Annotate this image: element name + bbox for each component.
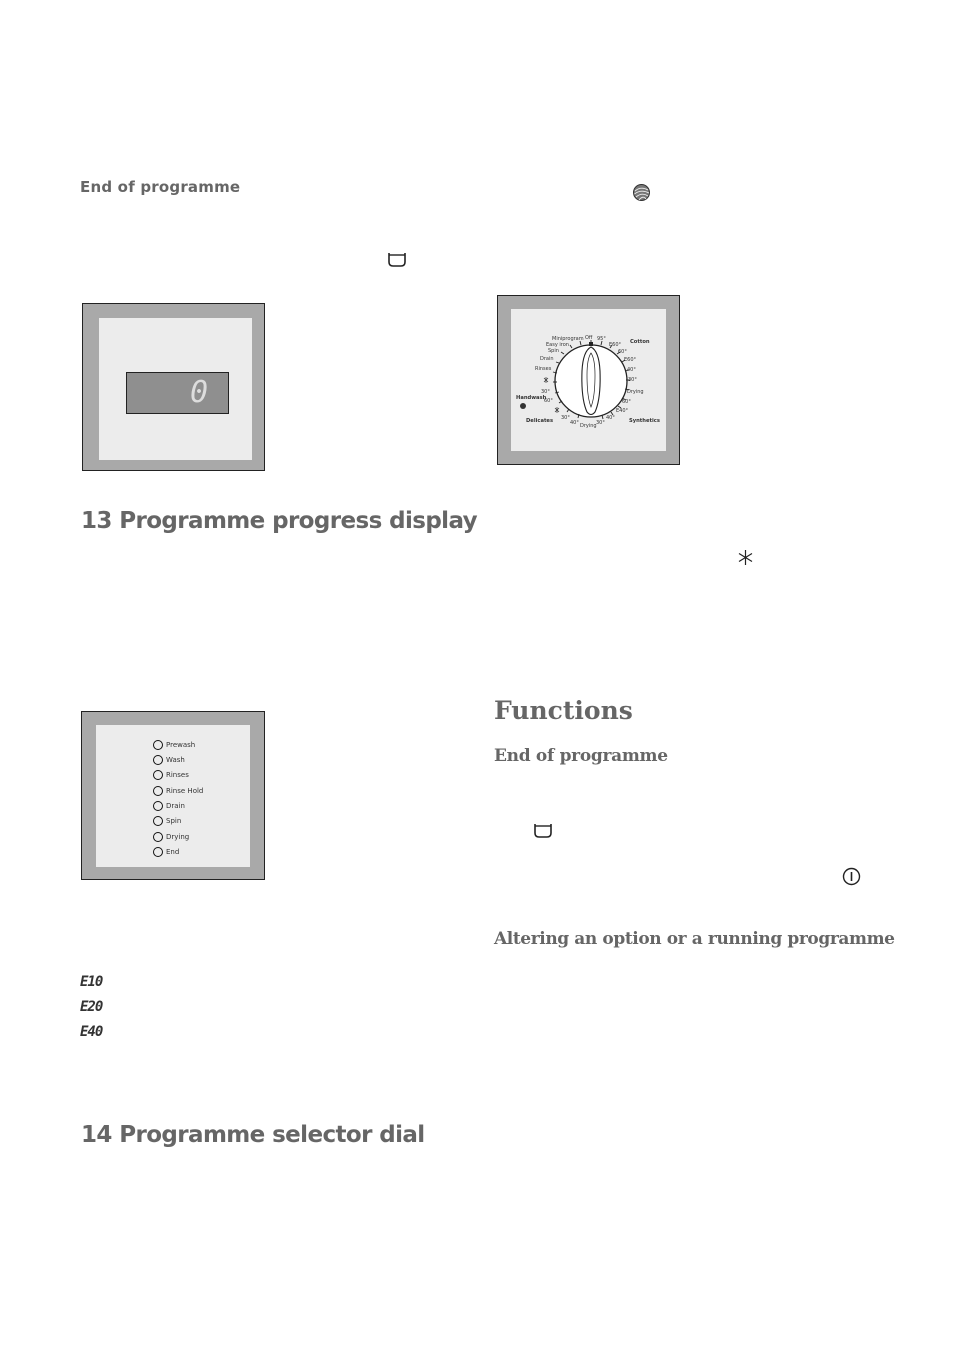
led-row-wash [153,754,185,766]
error-code-e40: E40 [80,1024,103,1040]
power-icon [842,867,861,886]
dial-label: E60° [624,357,637,363]
dial-label: Rinses [535,366,552,372]
dial-label: Spin [548,348,559,354]
led-indicator [153,755,163,765]
led-indicator [153,832,163,842]
dial-label: Easy iron [546,342,569,348]
led-label: Spin [166,817,182,825]
dial-label: 40° [627,367,636,373]
dial-label: 60° [544,398,553,404]
dial-label-off: Off [585,335,593,341]
programme-selector-dial [511,309,666,451]
led-label: Wash [166,756,185,764]
dial-group-delicates: Delicates [526,418,554,424]
dial-label: 30° [561,415,570,421]
led-label: Rinses [166,771,189,779]
cold-asterisk-icon [737,549,754,566]
led-indicator [153,816,163,826]
error-code-e10: E10 [80,974,103,990]
wool-ball-icon [632,183,651,202]
dial-label: 60° [618,349,627,355]
dial-label: E40° [616,408,629,414]
led-row-spin [153,815,181,827]
altering-option-heading: Altering an option or a running programme [494,929,895,949]
led-row-rinses [153,769,189,781]
end-of-programme-heading-right: End of programme [494,746,668,766]
led-label: Drying [166,833,190,841]
led-label: End [166,848,180,856]
led-indicator [153,801,163,811]
led-row-drying [153,831,189,843]
dial-label: 30° [628,377,637,383]
dial-group-synthetics: Synthetics [629,418,660,424]
dial-label: Miniprogram [552,336,584,342]
dial-label: 40° [606,415,615,421]
led-label: Drain [166,802,185,810]
section-13-title: 13 Programme progress display [81,508,478,534]
led-indicator [153,786,163,796]
lcd-display [126,372,229,414]
led-indicator [153,740,163,750]
led-row-rinse-hold [153,785,203,797]
section-14-title: 14 Programme selector dial [81,1122,425,1148]
led-row-drain [153,800,185,812]
dial-label: 40° [570,420,579,426]
led-indicator [153,847,163,857]
led-indicator [153,770,163,780]
cold-asterisk-icon [555,407,559,413]
led-label: Rinse Hold [166,787,204,795]
dial-label: Drain [540,356,554,362]
led-label: Prewash [166,741,196,749]
dial-label: 95° [597,336,606,342]
led-row-prewash [153,739,195,751]
dial-group-handwash: Handwash [516,395,547,401]
dial-off-marker [589,342,593,346]
tub-icon [533,822,553,838]
dial-label: 60° [622,399,631,405]
functions-title: Functions [494,696,633,725]
error-code-e20: E20 [80,999,103,1015]
tub-icon [387,251,407,267]
dial-label: 30° [596,420,605,426]
end-of-programme-heading: End of programme [80,178,241,196]
led-row-end [153,846,179,858]
lcd-digit: 0 [189,375,208,410]
dial-group-cotton: Cotton [630,339,650,345]
cold-asterisk-icon [544,377,548,383]
dial-label: Drying [627,389,644,395]
wool-ball-icon [520,403,526,409]
dial-label: E60° [609,342,622,348]
dial-label: 30° [541,389,550,395]
dial-label: Drying [580,423,597,429]
